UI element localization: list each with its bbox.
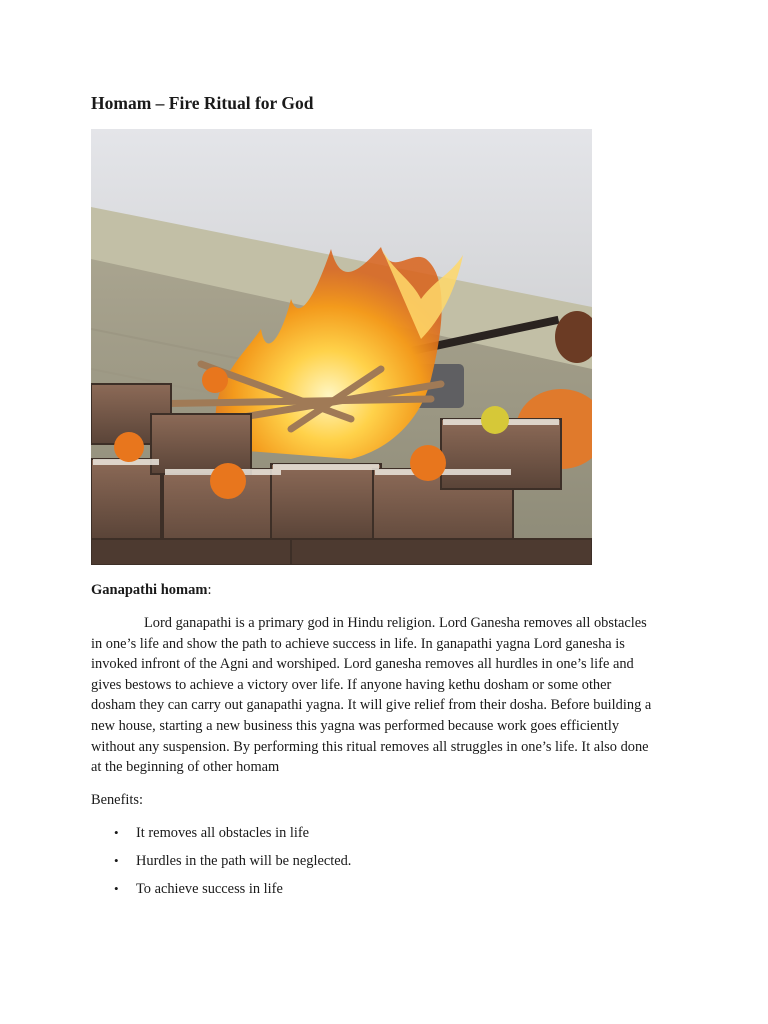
bullet-icon: • [114, 881, 119, 896]
paragraph-line: without any suspension. By performing this ritual removes all struggles in one’s life. It also done [91, 738, 649, 755]
benefits-list [91, 823, 351, 907]
list-item-text: To achieve success in life [136, 881, 283, 897]
list-item [91, 851, 351, 879]
section-heading-colon: : [207, 582, 212, 598]
paragraph-line: Lord ganapathi is a primary god in Hindu religion. Lord Ganesha removes all obstacles [144, 615, 647, 631]
homam-fire-photo [91, 129, 592, 565]
list-item [91, 879, 351, 907]
paragraph-line: invoked infront of the Agni and worshiped. Lord ganesha removes all hurdles in one’s life and [91, 656, 634, 673]
section-heading-text: Ganapathi homam [91, 582, 208, 598]
bullet-icon: • [114, 825, 119, 840]
list-item [91, 823, 351, 851]
benefits-label: Benefits: [91, 792, 143, 808]
paragraph-line: at the beginning of other homam [91, 759, 280, 776]
list-item-text: Hurdles in the path will be neglected. [136, 853, 352, 869]
document-title: Homam – Fire Ritual for God [91, 93, 314, 113]
paragraph-line: gives bestows to achieve a victory over life. If anyone having kethu dosham or some other [91, 676, 612, 693]
section-heading [91, 580, 211, 600]
paragraph-line: dosham they can carry out ganapathi yagna. It will give relief from their dosha. Before building a [91, 697, 652, 714]
bullet-icon: • [114, 853, 119, 868]
paragraph-line: in one’s life and show the path to achieve success in life. In ganapathi yagna Lord ganesha is [91, 635, 625, 652]
list-item-text: It removes all obstacles in life [136, 825, 310, 841]
body-paragraph [91, 613, 691, 778]
paragraph-line: new house, starting a new business this yagna was performed because work goes efficiently [91, 717, 620, 734]
